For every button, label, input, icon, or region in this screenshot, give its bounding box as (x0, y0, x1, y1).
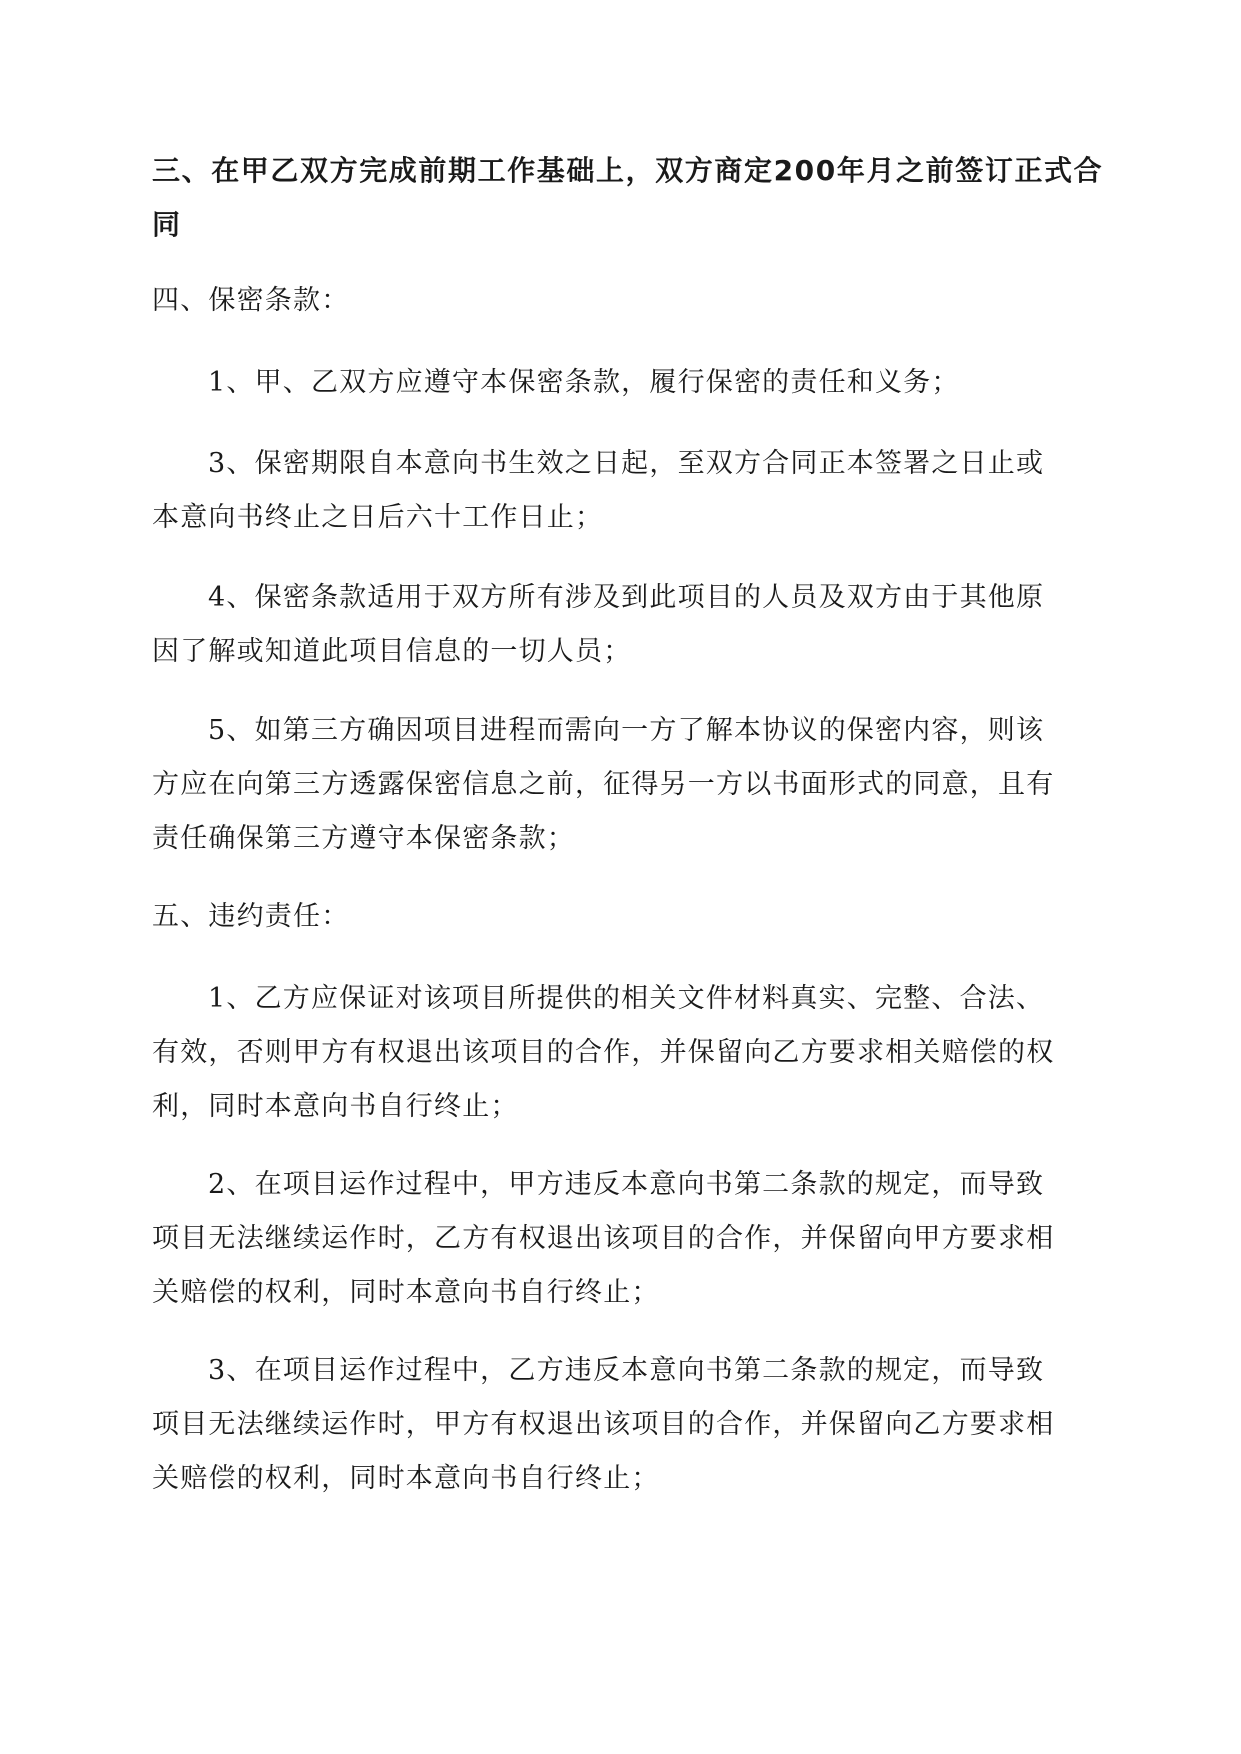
clause-line: 3、保密期限自本意向书生效之日起，至双方合同正本签署之日止或 (208, 448, 1045, 479)
clause-line: 有效，否则甲方有权退出该项目的合作，并保留向乙方要求相关赔偿的权 (152, 1037, 1055, 1068)
clause-line: 责任确保第三方遵守本保密条款； (152, 823, 575, 854)
clause-line: 方应在向第三方透露保密信息之前，征得另一方以书面形式的同意，且有 (152, 769, 1055, 800)
section-five-title (152, 890, 1092, 944)
section-four-title-text: 四、保密条款： (152, 285, 350, 316)
clause-line: 利，同时本意向书自行终止； (152, 1091, 519, 1122)
section-three-line-1: 三、在甲乙双方完成前期工作基础上，双方商定200年月之前签订正式合 (152, 154, 1104, 187)
clause-line: 关赔偿的权利，同时本意向书自行终止； (152, 1463, 660, 1494)
clause-line: 1、乙方应保证对该项目所提供的相关文件材料真实、完整、合法、 (208, 983, 1045, 1014)
clause-line: 5、如第三方确因项目进程而需向一方了解本协议的保密内容，则该 (208, 715, 1045, 746)
section-four-clause-3 (152, 437, 1092, 545)
clause-line: 本意向书终止之日后六十工作日止； (152, 502, 604, 533)
clause-line: 因了解或知道此项目信息的一切人员； (152, 636, 632, 667)
section-three-heading (152, 144, 1104, 252)
section-four-clause-4 (152, 571, 1092, 679)
section-four-clause-5 (152, 704, 1092, 866)
clause-line: 4、保密条款适用于双方所有涉及到此项目的人员及双方由于其他原 (208, 582, 1045, 613)
section-three-line-2: 同 (152, 208, 182, 241)
clause-line: 3、在项目运作过程中，乙方违反本意向书第二条款的规定，而导致 (208, 1355, 1045, 1386)
clause-line: 1、甲、乙双方应遵守本保密条款，履行保密的责任和义务； (208, 367, 960, 398)
section-five-clause-3 (152, 1344, 1092, 1506)
clause-line: 2、在项目运作过程中，甲方违反本意向书第二条款的规定，而导致 (208, 1169, 1045, 1200)
section-four-clause-1 (152, 356, 1092, 410)
clause-line: 项目无法继续运作时，甲方有权退出该项目的合作，并保留向乙方要求相 (152, 1409, 1055, 1440)
section-five-clause-2 (152, 1158, 1092, 1320)
section-four-title (152, 274, 1092, 328)
section-five-clause-1 (152, 972, 1092, 1134)
clause-line: 关赔偿的权利，同时本意向书自行终止； (152, 1277, 660, 1308)
clause-line: 项目无法继续运作时，乙方有权退出该项目的合作，并保留向甲方要求相 (152, 1223, 1055, 1254)
section-five-title-text: 五、违约责任： (152, 901, 350, 932)
